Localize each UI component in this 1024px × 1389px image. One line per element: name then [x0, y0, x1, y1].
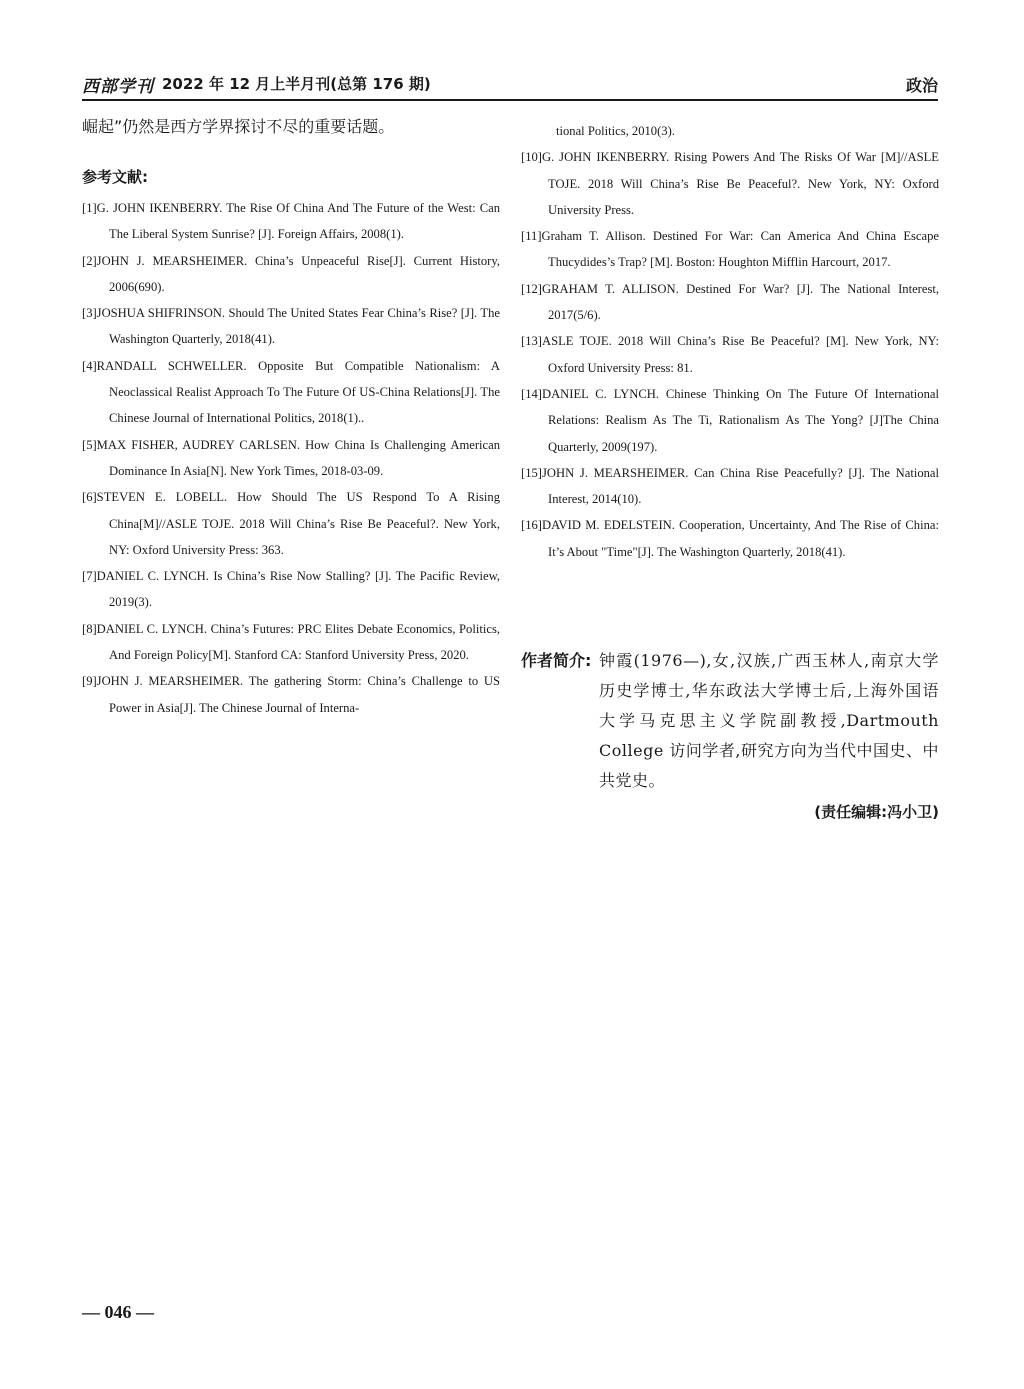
reference-entry: [9]JOHN J. MEARSHEIMER. The gathering Storm: China’s Challenge to US Power in Asia[J]. The Chinese Journal of Interna-: [82, 674, 500, 715]
author-bio-label: 作者简介:: [521, 651, 592, 670]
section-label: 政治: [905, 76, 938, 95]
reference-continuation: tional Politics, 2010(3).: [556, 124, 675, 138]
body-continuation: 崛起”仍然是西方学界探讨不尽的重要话题。: [82, 117, 395, 136]
reference-entry: [5]MAX FISHER, AUDREY CARLSEN. How China Is Challenging American Dominance In Asia[N]. New York Times, 2018-03-09.: [82, 437, 500, 478]
reference-entry: [4]RANDALL SCHWELLER. Opposite But Compatible Nationalism: A Neoclassical Realist Approach To The Future Of US-China Relations[J]. The Chinese Journal of International Politics, 2018(1)..: [82, 358, 500, 426]
left-column: [82, 112, 500, 721]
reference-entry: [14]DANIEL C. LYNCH. Chinese Thinking On The Future Of International Relations: Realism As The Ti, Rationalism As The Yong? [J]The China Quarterly, 2009(197).: [521, 386, 939, 454]
reference-entry: [12]GRAHAM T. ALLISON. Destined For War? [J]. The National Interest, 2017(5/6).: [521, 281, 939, 323]
page-number: — 046 —: [82, 1302, 154, 1322]
references-heading: 参考文献:: [82, 168, 148, 186]
reference-entry: [7]DANIEL C. LYNCH. Is China’s Rise Now Stalling? [J]. The Pacific Review, 2019(3).: [82, 569, 500, 610]
author-bio-text: 钟霞(1976—),女,汉族,广西玉林人,南京大学历史学博士,华东政法大学博士后,上海外国语大学马克思主义学院副教授,Dartmouth College 访问学者,研究方向为当代中国史、中共党史。: [599, 651, 939, 790]
journal-issue: 2022 年 12 月上半月刊(总第 176 期): [162, 75, 431, 93]
header-rule: [82, 99, 938, 101]
reference-entry: [2]JOHN J. MEARSHEIMER. China’s Unpeaceful Rise[J]. Current History, 2006(690).: [82, 253, 500, 294]
reference-entry: [3]JOSHUA SHIFRINSON. Should The United States Fear China’s Rise? [J]. The Washington Quarterly, 2018(41).: [82, 306, 500, 347]
reference-entry: [13]ASLE TOJE. 2018 Will China’s Rise Be Peaceful? [M]. New York, NY: Oxford University Press: 81.: [521, 334, 939, 375]
reference-entry: [10]G. JOHN IKENBERRY. Rising Powers And The Risks Of War [M]//ASLE TOJE. 2018 Will China’s Rise Be Peaceful?. New York, NY: Oxford University Press.: [521, 150, 939, 217]
reference-entry: [6]STEVEN E. LOBELL. How Should The US Respond To A Rising China[M]//ASLE TOJE. 2018 Will China’s Rise Be Peaceful?. New York, NY: Oxford University Press: 363.: [82, 490, 500, 557]
right-column: [521, 118, 939, 565]
reference-entry: [11]Graham T. Allison. Destined For War: Can America And China Escape Thucydides’s Trap? [M]. Boston: Houghton Mifflin Harcourt, 2017.: [521, 229, 939, 270]
author-bio: [521, 646, 939, 826]
reference-entry: [8]DANIEL C. LYNCH. China’s Futures: PRC Elites Debate Economics, Politics, And Foreign Policy[M]. Stanford CA: Stanford University Press, 2020.: [82, 621, 500, 663]
reference-entry: [1]G. JOHN IKENBERRY. The Rise Of China And The Future of the West: Can The Liberal System Sunrise? [J]. Foreign Affairs, 2008(1).: [82, 201, 500, 242]
journal-logo: 西部学刊: [82, 77, 154, 97]
reference-entry: [16]DAVID M. EDELSTEIN. Cooperation, Uncertainty, And The Rise of China: It’s About "Time"[J]. The Washington Quarterly, 2018(41).: [521, 518, 939, 559]
reference-entry: [15]JOHN J. MEARSHEIMER. Can China Rise Peacefully? [J]. The National Interest, 2014(10).: [521, 465, 939, 507]
responsible-editor: (责任编辑:冯小卫): [814, 803, 939, 821]
running-header: [82, 72, 938, 98]
